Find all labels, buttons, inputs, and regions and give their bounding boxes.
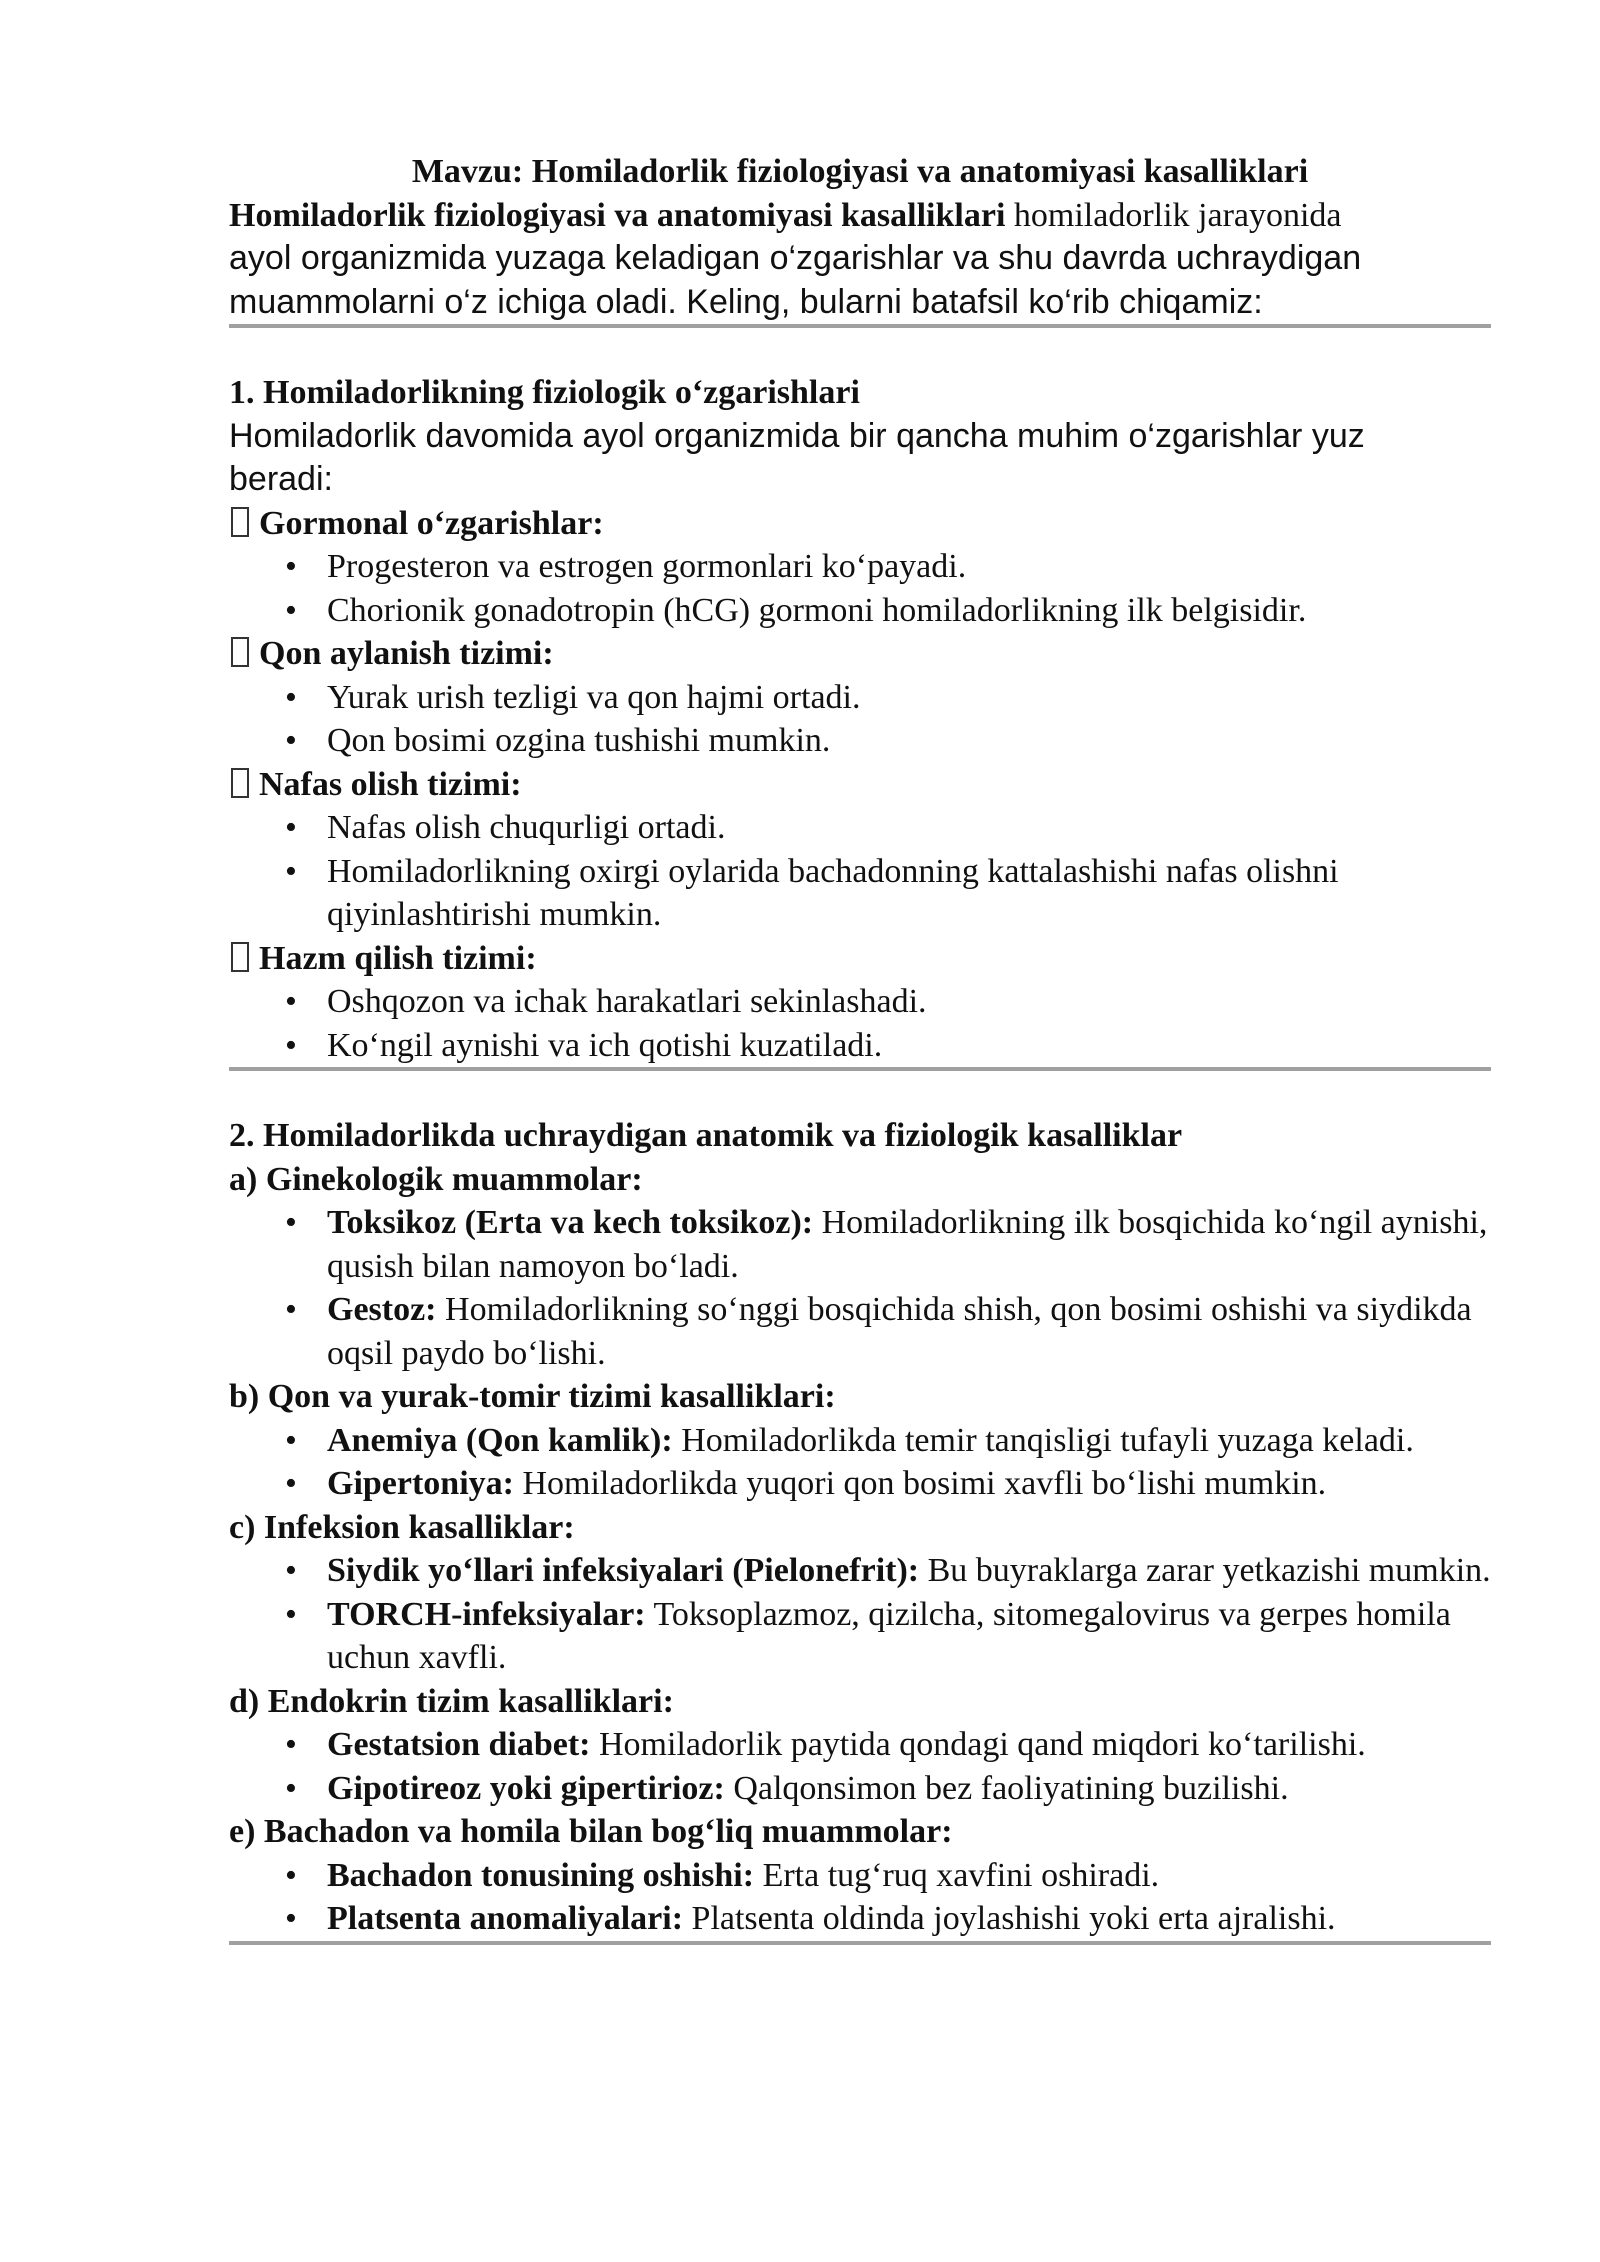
section-1-heading: 1. Homiladorlikning fiziologik o‘zgarishlari [229,374,860,411]
section-1-intro-line-2: beradi: [229,460,333,498]
intro-bold-lead: Homiladorlik fiziologiyasi va anatomiyasi kasalliklari [229,196,1006,234]
list-item: • Nafas olish chuqurligi ortadi. [229,806,1491,850]
intro-line-3: muammolarni o‘z ichiga oladi. Keling, bularni batafsil ko‘rib chiqamiz: [229,282,1263,321]
missing-glyph-icon [231,768,249,798]
bullet-icon [281,1767,301,1811]
bullet-icon [281,980,301,1024]
list-item: • Progesteron va estrogen gormonlari ko‘payadi. [229,545,1491,589]
intro-line-1-rest: homiladorlik jarayonida [1005,196,1342,234]
list-item: • Qon bosimi ozgina tushishi mumkin. [229,719,1491,763]
bullet-icon [281,589,301,633]
list-item: • Chorionik gonadotropin (hCG) gormoni homiladorlikning ilk belgisidir. [229,589,1491,633]
list-item: • Toksikoz (Erta va kech toksikoz): Homiladorlikning ilk bosqichida ko‘ngil aynishi, qusish bilan namoyon bo‘ladi. [229,1201,1491,1288]
missing-glyph-icon [231,942,249,972]
bullet-list [229,1549,1491,1680]
bullet-icon [281,1593,301,1637]
list-item: • TORCH-infeksiyalar: Toksoplazmoz, qizilcha, sitomegalovirus va gerpes homila uchun xavfli. [229,1593,1491,1680]
bullet-icon [281,1201,301,1245]
subheading-qon-aylanish: Qon aylanish tizimi: [229,632,1491,676]
section-1-intro-line-1: Homiladorlik davomida ayol organizmida bir qancha muhim o‘zgarishlar yuz [229,416,1365,455]
list-item: • Siydik yo‘llari infeksiyalari (Pielonefrit): Bu buyraklarga zarar yetkazishi mumkin. [229,1549,1491,1593]
bullet-icon [281,1549,301,1593]
intro-paragraph [229,194,1491,238]
bullet-icon [281,1462,301,1506]
bullet-icon [281,1288,301,1332]
list-item: • Yurak urish tezligi va qon hajmi ortadi. [229,676,1491,720]
list-item: • Bachadon tonusining oshishi: Erta tug‘ruq xavfini oshiradi. [229,1854,1491,1898]
intro-line-2: ayol organizmida yuzaga keladigan o‘zgarishlar va shu davrda uchraydigan [229,239,1362,277]
bullet-icon [281,545,301,589]
bullet-icon [281,1723,301,1767]
bullet-icon [281,719,301,763]
list-item: • Ko‘ngil aynishi va ich qotishi kuzatiladi. [229,1024,1491,1068]
horizontal-rule [229,1941,1491,1945]
list-item: • Gestatsion diabet: Homiladorlik paytida qondagi qand miqdori ko‘tarilishi. [229,1723,1491,1767]
bullet-icon [281,676,301,720]
subheading-bachadon-homila: e) Bachadon va homila bilan bog‘liq muammolar: [229,1813,953,1850]
bullet-list [229,806,1491,937]
list-item: • Gipertoniya: Homiladorlikda yuqori qon bosimi xavfli bo‘lishi mumkin. [229,1462,1491,1506]
subheading-infeksion: c) Infeksion kasalliklar: [229,1508,575,1546]
bullet-list [229,545,1491,632]
bullet-icon [281,1897,301,1941]
bullet-list [229,1419,1491,1506]
section-2-heading: 2. Homiladorlikda uchraydigan anatomik va fiziologik kasalliklar [229,1117,1183,1154]
missing-glyph-icon [231,637,249,667]
subheading-endokrin: d) Endokrin tizim kasalliklari: [229,1682,674,1720]
document-page [229,150,1491,1945]
bullet-list [229,676,1491,763]
subheading-ginekologik: a) Ginekologik muammolar: [229,1160,643,1198]
list-item: • Anemiya (Qon kamlik): Homiladorlikda temir tanqisligi tufayli yuzaga keladi. [229,1419,1491,1463]
bullet-icon [281,806,301,850]
subheading-hazm-qilish: Hazm qilish tizimi: [229,937,1491,981]
subheading-nafas-olish: Nafas olish tizimi: [229,763,1491,807]
bullet-icon [281,1419,301,1463]
bullet-list [229,980,1491,1067]
list-item: • Gipotireoz yoki gipertirioz: Qalqonsimon bez faoliyatining buzilishi. [229,1767,1491,1811]
bullet-icon [281,850,301,894]
list-item: • Gestoz: Homiladorlikning so‘nggi bosqichida shish, qon bosimi oshishi va siydikda oqsil paydo bo‘lishi. [229,1288,1491,1375]
document-title: Mavzu: Homiladorlik fiziologiyasi va anatomiyasi kasalliklari [411,153,1309,190]
subheading-gormonal: Gormonal o‘zgarishlar: [229,502,1491,546]
bullet-icon [281,1854,301,1898]
bullet-icon [281,1024,301,1068]
list-item: • Oshqozon va ichak harakatlari sekinlashadi. [229,980,1491,1024]
list-item: • Platsenta anomaliyalari: Platsenta oldinda joylashishi yoki erta ajralishi. [229,1897,1491,1941]
subheading-qon-yurak-tomir: b) Qon va yurak-tomir tizimi kasalliklari: [229,1378,836,1415]
missing-glyph-icon [231,507,249,537]
bullet-list [229,1201,1491,1375]
bullet-list [229,1854,1491,1941]
bullet-list [229,1723,1491,1810]
list-item: • Homiladorlikning oxirgi oylarida bachadonning kattalashishi nafas olishni qiyinlashtirishi mumkin. [229,850,1491,937]
